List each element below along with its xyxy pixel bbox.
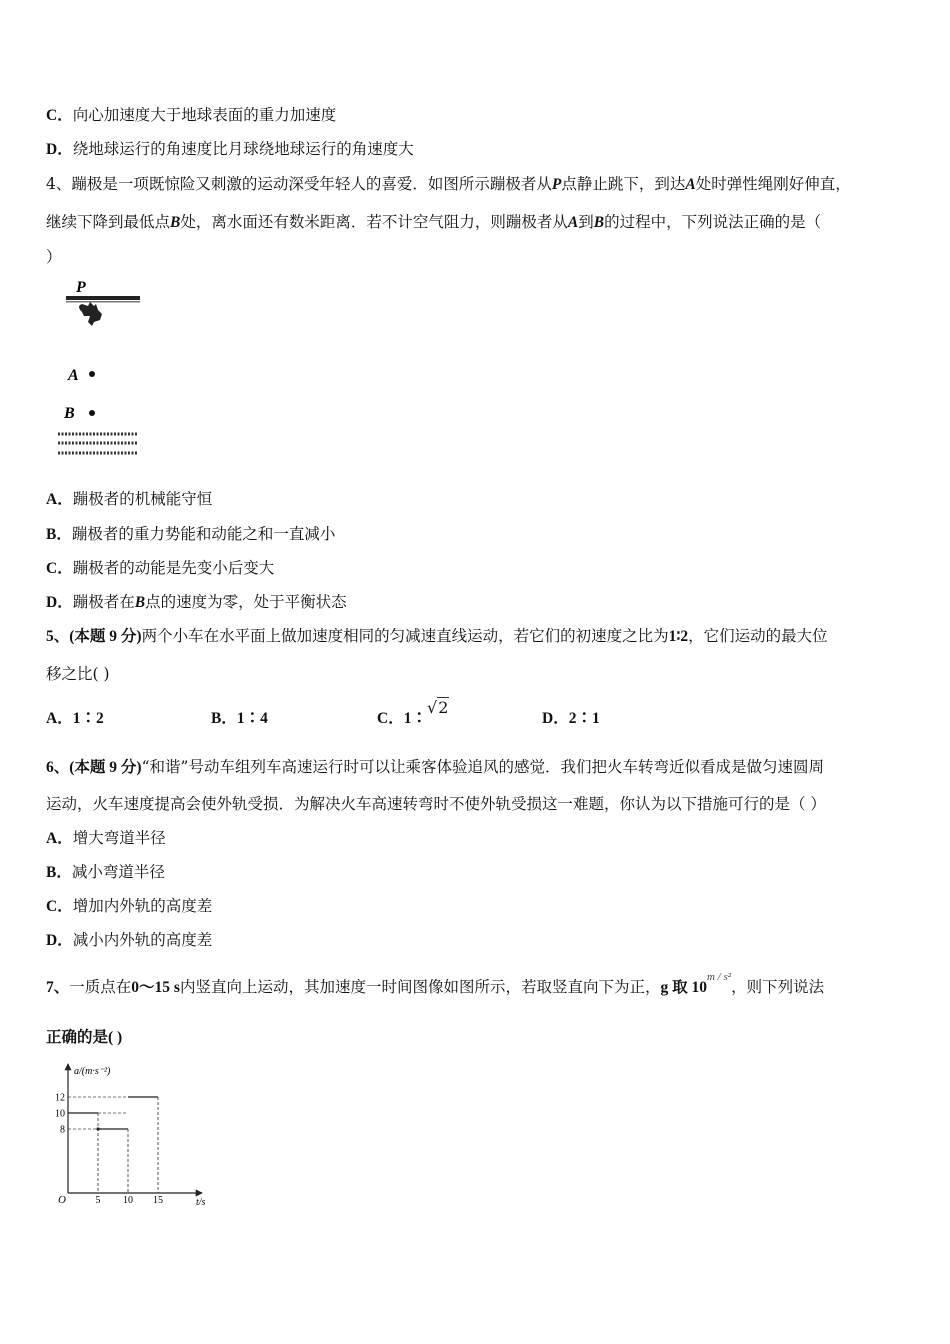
q4-stem-close: [46, 245, 62, 267]
stem-text: 两个小车在水平面上做加速度相同的匀减速直线运动，若它们的初速度之比为: [141, 627, 669, 645]
option-text: 向心加速度大于地球表面的重力加速度: [72, 106, 337, 124]
option-label: D: [542, 710, 554, 727]
q5-option-a: A．1∶2: [46, 710, 104, 727]
option-text: 增大弯道半径: [72, 829, 166, 847]
figure-label-b: B: [64, 405, 75, 422]
guide-lines: [68, 1097, 158, 1193]
platform-shadow: [66, 301, 140, 303]
option-label: D: [46, 141, 58, 158]
q5-option-d: D．2∶1: [542, 710, 600, 727]
option-label: B: [46, 864, 57, 881]
x-tick-label-10: 10: [123, 1195, 133, 1206]
q7-stem-line1: [46, 971, 825, 997]
series-a-t: [68, 1097, 158, 1131]
stem-text: 的过程中，下列说法正确的是（: [604, 213, 822, 231]
x-tick-label-15: 15: [153, 1195, 163, 1206]
y-axis-label: a/(m·s⁻²): [74, 1066, 111, 1077]
q4-stem-line1: [46, 172, 851, 194]
g-unit: m / s²: [706, 971, 732, 983]
q5-options: [46, 698, 906, 736]
option-text: 增加内外轨的高度差: [72, 897, 213, 915]
junction-dot: [96, 1127, 99, 1130]
q6-stem-line2: [46, 792, 826, 814]
option-text: 1∶2: [72, 710, 104, 727]
point-a: [89, 371, 95, 377]
q6-option-d: D．减小内外轨的高度差: [46, 931, 213, 949]
stem-text: 蹦极是一项既惊险又刺激的运动深受年轻人的喜爱．如图所示蹦极者从: [71, 175, 552, 193]
option-label: A: [46, 710, 58, 727]
question-number: 5、: [46, 628, 70, 645]
q4-option-b: B．蹦极者的重力势能和动能之和一直减小: [46, 525, 336, 543]
option-text: 减小弯道半径: [71, 863, 165, 881]
x-ticks: [96, 1195, 164, 1206]
q6-option-a: A．增大弯道半径: [46, 829, 166, 847]
stem-text: 正确的是( ): [46, 1029, 123, 1046]
x-axis-label: t/s: [196, 1197, 206, 1208]
option-text: 蹦极者的机械能守恒: [72, 490, 213, 508]
option-label: C: [46, 560, 58, 577]
q4-option-c: C．蹦极者的动能是先变小后变大: [46, 559, 275, 577]
q6-stem-line1: [46, 755, 824, 777]
stem-text: 到: [578, 213, 594, 231]
option-text: 点的速度为零，处于平衡状态: [145, 593, 347, 611]
q6-option-b: B．减小弯道半径: [46, 863, 165, 881]
q5-stem-line2: [46, 662, 110, 684]
point-b: [89, 410, 95, 416]
var-p: P: [551, 176, 562, 193]
option-label: B: [211, 710, 222, 727]
stem-text: ，则下列说法: [731, 978, 825, 996]
y-tick-label-12: 12: [55, 1092, 65, 1104]
stem-text: ）: [46, 248, 62, 266]
figure-label-a: A: [68, 367, 79, 384]
stem-text: 一质点在: [69, 978, 132, 996]
score-tag: (本题 9 分): [69, 759, 142, 776]
q3-option-c: C．向心加速度大于地球表面的重力加速度: [46, 106, 337, 124]
stem-text: 继续下降到最低点: [46, 213, 171, 231]
var-a: A: [685, 176, 696, 193]
q3-option-d: D．绕地球运行的角速度比月球绕地球运行的角速度大: [46, 140, 414, 158]
q5-option-c: C．1∶√2: [377, 698, 449, 727]
option-label: B: [46, 526, 57, 543]
option-label: D: [46, 594, 58, 611]
x-tick-label-5: 5: [95, 1195, 101, 1206]
q5-option-b: B．1∶4: [211, 710, 268, 727]
y-ticks: [55, 1093, 65, 1136]
stem-text: 处时弹性绳刚好伸直，: [695, 175, 851, 193]
option-text: 1∶4: [236, 710, 268, 727]
sqrt-radicand: 2: [438, 698, 449, 717]
q7-stem-line2: [46, 1025, 122, 1047]
option-label: D: [46, 932, 58, 949]
option-label: C: [46, 107, 58, 124]
origin-label: O: [58, 1194, 66, 1206]
var-b: B: [593, 214, 605, 231]
option-label: C: [377, 710, 389, 727]
stem-text: 运动，火车速度提高会使外轨受损．为解决火车高速转弯时不使外轨受损这一难题，你认为以下措施可行的是（ ）: [46, 795, 826, 813]
q4-option-d: D．蹦极者在B点的速度为零，处于平衡状态: [46, 593, 347, 611]
option-text: 蹦极者的动能是先变小后变大: [72, 559, 275, 577]
stem-text: “和谐”号动车组列车高速运行时可以让乘客体验追风的感觉．我们把火车转弯近似看成是做匀速圆周: [141, 758, 824, 776]
option-text: 蹦极者在: [72, 593, 135, 611]
time-interval: 0～15 s: [131, 979, 180, 996]
option-label: C: [46, 898, 58, 915]
sqrt-symbol: √2: [426, 698, 449, 717]
q6-option-c: C．增加内外轨的高度差: [46, 897, 213, 915]
var-b: B: [170, 214, 181, 231]
acceleration-time-chart: [46, 1060, 226, 1210]
option-label: A: [46, 491, 58, 508]
stem-text: 内竖直向上运动，其加速度一时间图像如图所示，若取竖直向下为正，: [179, 978, 661, 996]
stem-text: 点静止跳下，到达: [561, 175, 686, 193]
score-tag: (本题 9 分): [69, 628, 142, 645]
q4-stem-line2: [46, 210, 821, 232]
option-text: 蹦极者的重力势能和动能之和一直减小: [71, 525, 336, 543]
y-tick-label-10: 10: [55, 1108, 65, 1120]
q4-option-a: A．蹦极者的机械能守恒: [46, 490, 213, 508]
option-text: 2∶1: [568, 710, 600, 727]
ratio: 1∶2: [668, 628, 689, 645]
q5-stem-line1: [46, 624, 828, 646]
question-number: 4、: [46, 175, 72, 193]
option-text: 1∶: [403, 710, 427, 727]
stem-text: 处，离水面还有数米距离．若不计空气阻力，则蹦极者从: [180, 213, 568, 231]
g-value: g 取 10: [660, 979, 707, 996]
option-text: 减小内外轨的高度差: [72, 931, 213, 949]
platform: [66, 296, 140, 300]
question-number: 7、: [46, 979, 70, 996]
var-a: A: [567, 214, 579, 231]
bungee-figure: [52, 276, 152, 462]
question-number: 6、: [46, 759, 70, 776]
jumper-icon: [79, 302, 102, 326]
option-label: A: [46, 830, 58, 847]
y-tick-label-8: 8: [60, 1124, 65, 1136]
stem-text: ，它们运动的最大位: [688, 627, 828, 645]
var-b: B: [134, 594, 146, 611]
figure-label-p: P: [76, 279, 86, 296]
stem-text: 移之比( ): [46, 665, 110, 683]
option-text: 绕地球运行的角速度比月球绕地球运行的角速度大: [72, 140, 414, 158]
